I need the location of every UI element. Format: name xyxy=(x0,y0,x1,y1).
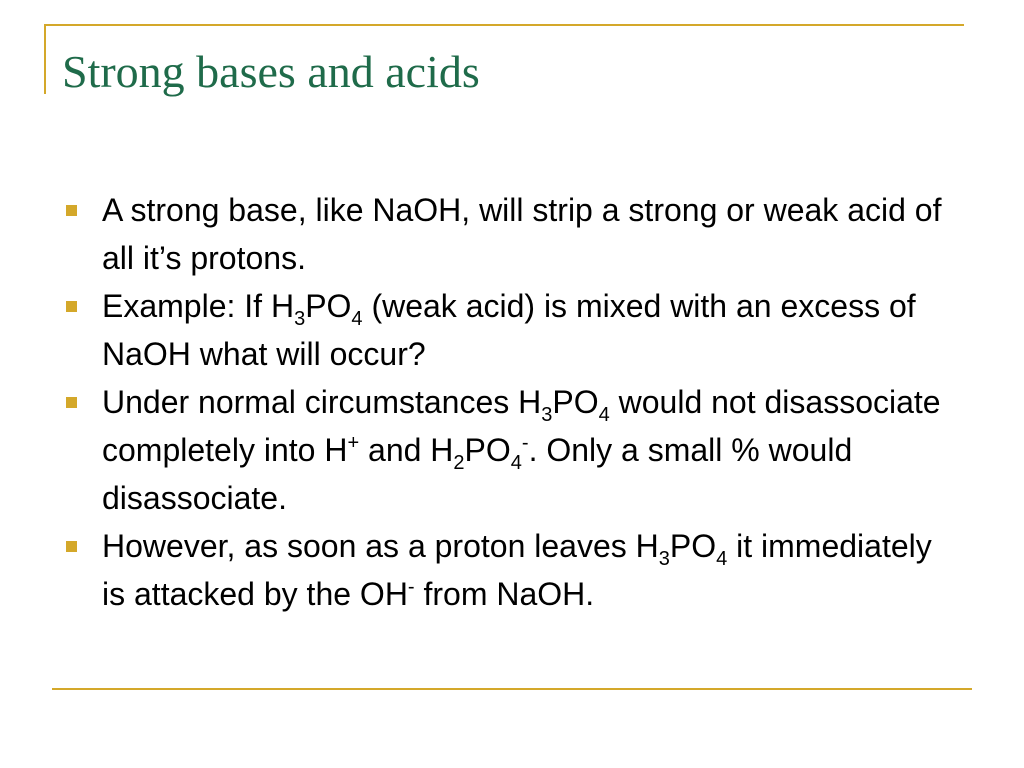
bullet-text-run: However, as soon as a proton leaves H xyxy=(102,528,659,564)
subscript: 4 xyxy=(351,308,363,330)
bullet-text-run: (weak acid) is mixed with an excess of NaOH what will occur? xyxy=(102,288,916,372)
bullet-text-run: . Only a small % would disassociate. xyxy=(102,432,853,516)
superscript: + xyxy=(347,432,360,454)
bullet-text-run: A strong base, like NaOH, will strip a strong or weak acid of all it’s protons. xyxy=(102,192,942,276)
bullet-text xyxy=(102,528,932,612)
bullet-item xyxy=(62,186,952,282)
square-bullet-icon xyxy=(66,205,77,216)
bullet-item xyxy=(62,378,952,522)
bullet-text-run: PO xyxy=(464,432,511,468)
superscript: - xyxy=(521,432,529,454)
bullet-list xyxy=(62,186,952,618)
bullet-text xyxy=(102,384,941,516)
bullet-item xyxy=(62,282,952,378)
bullet-text-run: Under normal circumstances H xyxy=(102,384,542,420)
bullet-text-run: PO xyxy=(305,288,352,324)
frame-top-line xyxy=(44,24,964,26)
bullet-text-run: from NaOH. xyxy=(414,576,595,612)
bullet-text-run: it immediately is attacked by the OH xyxy=(102,528,932,612)
bullet-item xyxy=(62,522,952,618)
subscript: 2 xyxy=(453,452,465,474)
bullet-text xyxy=(102,288,916,372)
subscript: 4 xyxy=(716,548,728,570)
bullet-text-run: would not disassociate completely into H xyxy=(102,384,941,468)
bullet-text xyxy=(102,192,941,276)
bullet-text-run: PO xyxy=(552,384,599,420)
square-bullet-icon xyxy=(66,397,77,408)
bullet-text-run: and H xyxy=(359,432,454,468)
subscript: 3 xyxy=(658,548,670,570)
bullet-text-run: Example: If H xyxy=(102,288,295,324)
superscript: - xyxy=(407,576,415,598)
bullet-text-run: PO xyxy=(669,528,717,564)
frame-left-line xyxy=(44,24,46,94)
subscript: 3 xyxy=(294,308,306,330)
subscript: 4 xyxy=(510,452,522,474)
subscript: 4 xyxy=(598,404,610,426)
square-bullet-icon xyxy=(66,301,77,312)
subscript: 3 xyxy=(541,404,553,426)
frame-bottom-line xyxy=(52,688,972,690)
slide-title: Strong bases and acids xyxy=(62,46,480,97)
square-bullet-icon xyxy=(66,541,77,552)
